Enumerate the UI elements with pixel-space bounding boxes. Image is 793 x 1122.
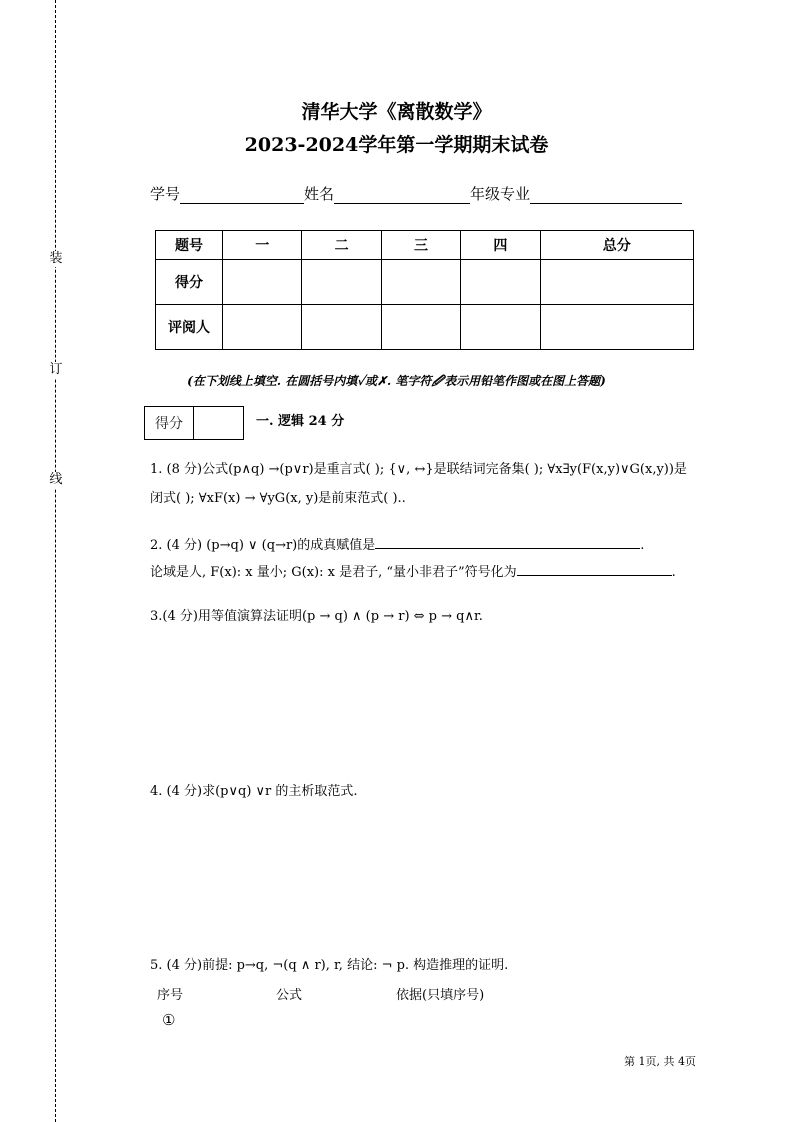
reviewer-cell[interactable] (302, 305, 381, 350)
student-info-row (150, 182, 695, 204)
section-score-field[interactable] (194, 407, 243, 439)
question-2b-end: . (671, 565, 676, 580)
q5-step-1: ① (162, 1011, 176, 1029)
student-id-field[interactable] (180, 187, 304, 204)
score-table-header: 三 (381, 231, 460, 260)
question-3: 3.(4 分)用等值演算法证明(p → q) ∧ (p → r) ⇔ p → q∧r. (150, 609, 483, 624)
question-1-line-2: 闭式( ); ∀xF(x) → ∀yG(x, y)是前束范式( ).. (150, 491, 406, 506)
question-2-text: 2. (4 分) (p→q) ∨ (q→r)的成真赋值是 (150, 538, 376, 553)
binding-char-zhuang: 装 (49, 251, 63, 266)
score-cell[interactable] (461, 260, 540, 305)
section-score-label: 得分 (145, 407, 194, 439)
score-cell[interactable] (381, 260, 460, 305)
question-2-answer-blank[interactable] (375, 534, 640, 549)
grade-major-label: 年级专业 (470, 185, 531, 203)
score-table (155, 230, 694, 350)
section-score-box (144, 406, 244, 440)
name-field[interactable] (334, 187, 470, 204)
page-footer: 第 1页, 共 4页 (624, 1055, 696, 1068)
binding-char-xian: 线 (49, 472, 63, 487)
reviewer-cell[interactable] (223, 305, 302, 350)
binding-dashed-line (55, 0, 56, 1122)
q5-col-formula: 公式 (276, 988, 303, 1003)
score-table-row (156, 305, 694, 350)
question-2-end: . (640, 538, 645, 553)
reviewer-cell[interactable] (381, 305, 460, 350)
q5-col-basis: 依据(只填序号) (396, 988, 485, 1003)
score-cell[interactable] (540, 260, 694, 305)
score-table-header: 二 (302, 231, 381, 260)
score-row-label: 得分 (156, 260, 223, 305)
question-4: 4. (4 分)求(p∨q) ∨r 的主析取范式. (150, 784, 358, 799)
question-2b-text: 论域是人, F(x): x 量小; G(x): x 是君子, “量小非君子”符号化为 (150, 565, 517, 580)
score-table-header: 题号 (156, 231, 223, 260)
grade-major-field[interactable] (530, 187, 682, 204)
score-cell[interactable] (302, 260, 381, 305)
question-2-line-2 (150, 561, 676, 583)
question-1-line-1: 1. (8 分)公式(p∧q) →(p∨r)是重言式( ); {∨, ↔}是联结词完备集( ); ∀x∃y(F(x,y)∨G(x,y))是 (150, 462, 687, 477)
score-table-header: 总分 (540, 231, 694, 260)
reviewer-cell[interactable] (540, 305, 694, 350)
instructions: (在下划线上填空. 在圆括号内填✓或✗. 笔字符🖉表示用铅笔作图或在图上答题) (187, 374, 606, 388)
q5-col-seq: 序号 (157, 988, 184, 1003)
exam-title: 清华大学《离散数学》 (301, 101, 492, 123)
score-table-header: 一 (223, 231, 302, 260)
section-title: 一. 逻辑 24 分 (256, 414, 345, 429)
exam-subtitle: 2023-2024学年第一学期期末试卷 (244, 134, 549, 156)
reviewer-cell[interactable] (461, 305, 540, 350)
binding-char-ding: 订 (49, 362, 63, 377)
score-table-header-row (156, 231, 694, 260)
reviewer-row-label: 评阅人 (156, 305, 223, 350)
question-5: 5. (4 分)前提: p→q, ¬(q ∧ r), r, 结论: ¬ p. 构造推理的证明. (150, 958, 509, 973)
score-table-row (156, 260, 694, 305)
score-cell[interactable] (223, 260, 302, 305)
question-2-line-1 (150, 534, 644, 556)
score-table-header: 四 (461, 231, 540, 260)
name-label: 姓名 (304, 185, 335, 203)
question-2b-answer-blank[interactable] (517, 561, 672, 576)
student-id-label: 学号 (150, 185, 181, 203)
